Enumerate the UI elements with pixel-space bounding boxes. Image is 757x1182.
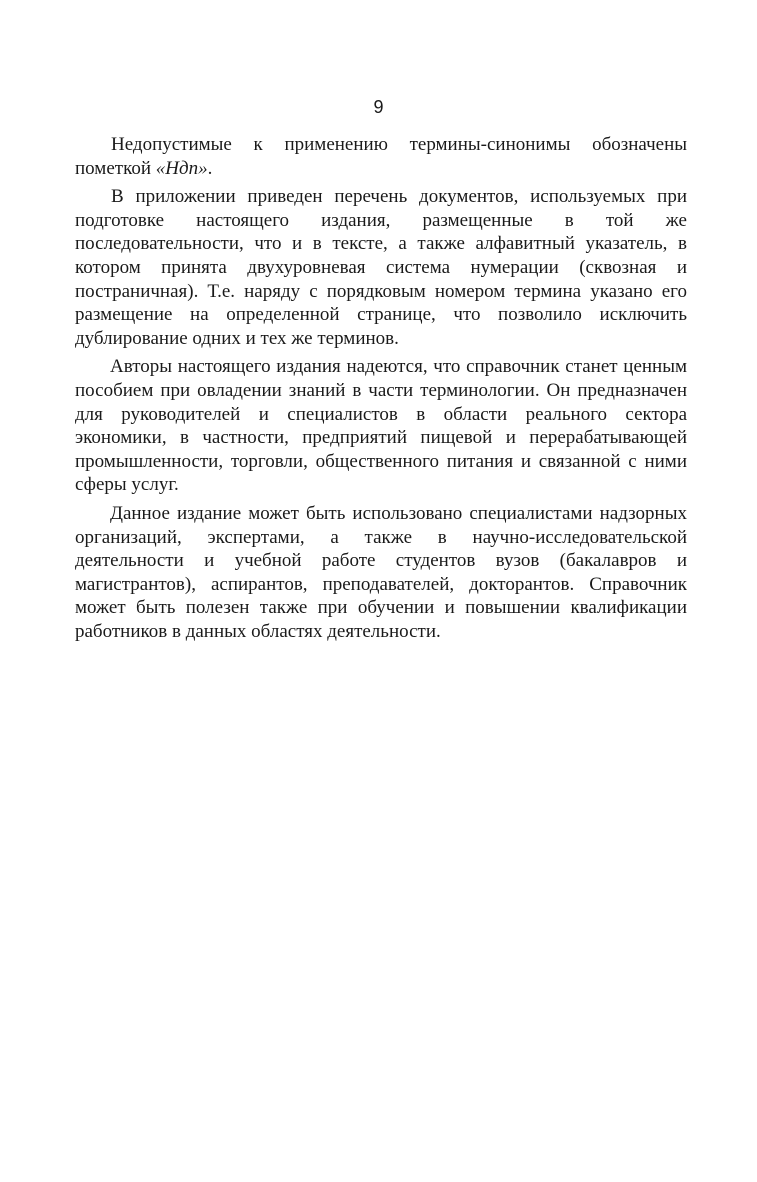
paragraph-authors: Авторы настоящего издания надеются, что справочник станет ценным пособием при овладении знаний в части терминологии. Он предназначен для руководителей и специалистов в области реального сектора экономики, в частности, предприятий пищевой и перерабатывающей промышленности, торговли, общественного питания и связанной с ними сферы услуг.	[75, 356, 687, 496]
paragraph-usage: Данное издание может быть использовано специалистами надзорных организаций, экспертами, а также в научно-исследовательской деятельности и учебной работе студентов вузов (бакалавров и магистрантов), аспирантов, преподавателей, докторантов. Справочник может быть полезен также при обучении и повышении квалификации работников в данных областях деятельности.	[75, 502, 687, 642]
page-number: 9	[373, 97, 384, 117]
ndp-mark: «Ндп»	[155, 157, 208, 179]
paragraph-ndp-note	[75, 133, 687, 180]
paragraph-text: .	[207, 157, 213, 179]
paragraph-text: Недопустимые к применению термины-синонимы обозначены пометкой	[75, 134, 687, 179]
paragraph-appendix: В приложении приведен перечень документов, используемых при подготовке настоящего издания, размещенные в той же последовательности, что и в тексте, а также алфавитный указатель, в котором принята двухуровневая система нумерации (сквозная и постраничная). Т.е. наряду с порядковым номером термина указано его размещение на определенной странице, что позволило исключить дублирование одних и тех же терминов.	[75, 186, 687, 349]
body-text	[75, 133, 687, 648]
